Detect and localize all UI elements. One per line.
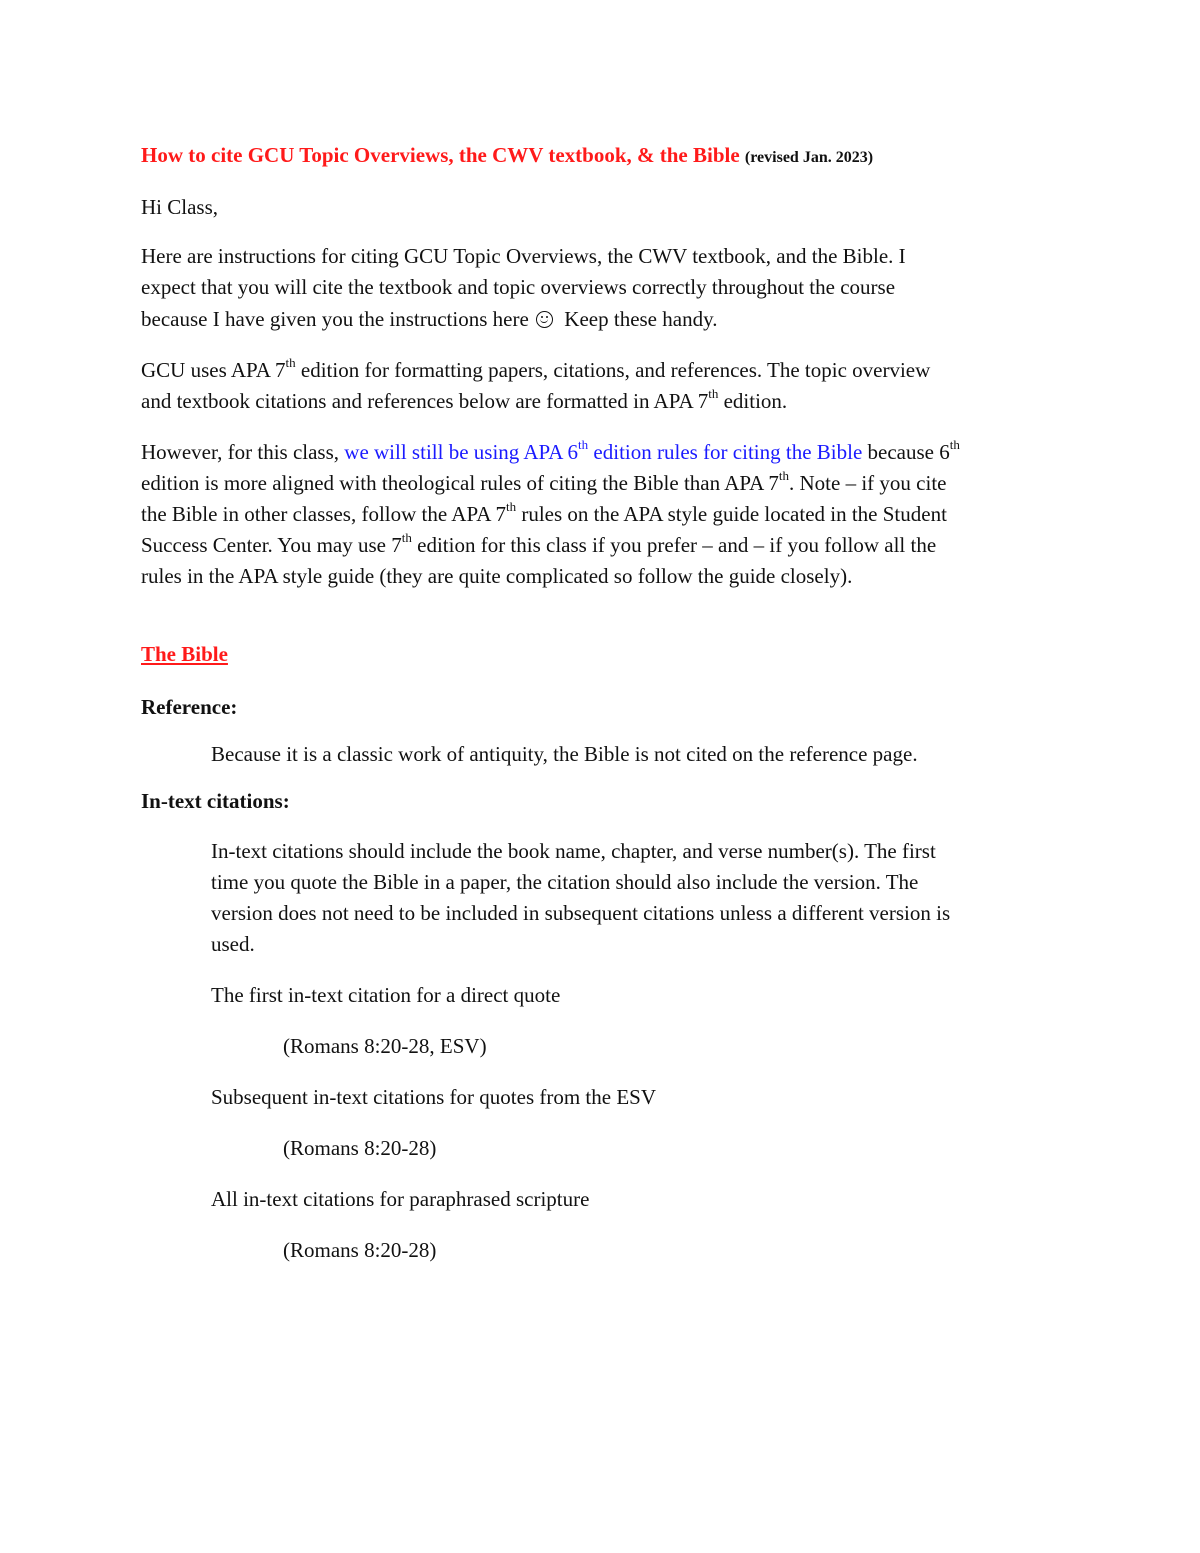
intext-line-3: version does not need to be included in subsequent citations unless a different version is xyxy=(211,901,951,925)
intext-label: In-text citations: xyxy=(141,789,290,813)
title-revised: (revised Jan. 2023) xyxy=(744,149,874,166)
document-title xyxy=(141,140,873,173)
however-line-1: However, for this class, we will still be using APA 6th edition rules for citing the Bible because 6th xyxy=(141,437,960,464)
apa-line-2: and textbook citations and references below are formatted in APA 7th edition. xyxy=(141,386,788,413)
first-citation-example: (Romans 8:20-28, ESV) xyxy=(283,1034,487,1058)
subsequent-citation-label: Subsequent in-text citations for quotes from the ESV xyxy=(211,1085,657,1109)
paraphrase-citation-label: All in-text citations for paraphrased scripture xyxy=(211,1187,590,1211)
intro-line-3-tail: Keep these handy. xyxy=(564,307,718,331)
bible-heading: The Bible xyxy=(141,642,228,666)
intro-line-2: expect that you will cite the textbook and topic overviews correctly throughout the course xyxy=(141,275,896,299)
reference-label: Reference: xyxy=(141,695,238,719)
greeting: Hi Class, xyxy=(141,195,219,219)
however-line-5: rules in the APA style guide (they are quite complicated so follow the guide closely). xyxy=(141,564,853,588)
intro-line-3 xyxy=(141,304,717,335)
intext-line-1: In-text citations should include the book name, chapter, and verse number(s). The first xyxy=(211,839,936,863)
intro-line-3-text: because I have given you the instructions here xyxy=(141,307,529,331)
intext-line-2: time you quote the Bible in a paper, the citation should also include the version. The xyxy=(211,870,919,894)
reference-text: Because it is a classic work of antiquity, the Bible is not cited on the reference page. xyxy=(211,742,918,766)
smiley-icon xyxy=(536,311,553,328)
intext-line-4: used. xyxy=(211,932,255,956)
subsequent-citation-example: (Romans 8:20-28) xyxy=(283,1136,437,1160)
however-line-3: the Bible in other classes, follow the APA 7th rules on the APA style guide located in the Student xyxy=(141,499,947,526)
title-main: How to cite GCU Topic Overviews, the CWV textbook, & the Bible xyxy=(141,143,740,167)
apa6-highlight: we will still be using APA 6th edition rules for citing the Bible xyxy=(344,437,863,464)
intro-line-1: Here are instructions for citing GCU Topic Overviews, the CWV textbook, and the Bible. I xyxy=(141,244,906,268)
however-line-4: Success Center. You may use 7th edition for this class if you prefer – and – if you follow all the xyxy=(141,530,937,557)
however-line-2: edition is more aligned with theological rules of citing the Bible than APA 7th. Note – if you cite xyxy=(141,468,947,495)
paraphrase-citation-example: (Romans 8:20-28) xyxy=(283,1238,437,1262)
apa-line-1: GCU uses APA 7th edition for formatting papers, citations, and references. The topic overview xyxy=(141,355,931,382)
first-citation-label: The first in-text citation for a direct quote xyxy=(211,983,561,1007)
